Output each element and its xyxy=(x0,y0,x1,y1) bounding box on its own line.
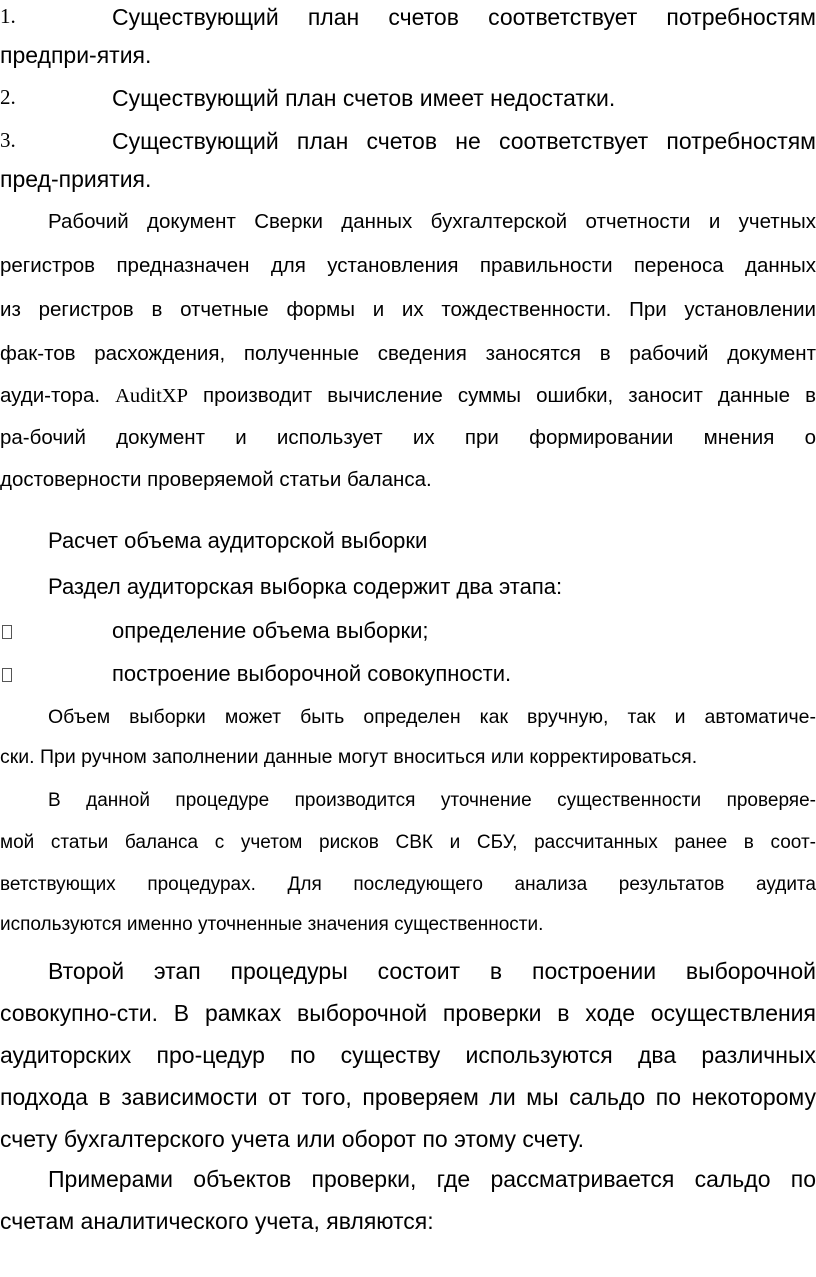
paragraph-line: мой статьи баланса с учетом рисков СВК и СБУ, рассчитанных ранее в соот- xyxy=(0,832,816,853)
paragraph-line: аудиторских про-цедур по существу используются два различных xyxy=(0,1042,816,1068)
paragraph-line: совокупно-сти. В рамках выборочной проверки в ходе осуществления xyxy=(0,1000,816,1026)
paragraph-line: Примерами объектов проверки, где рассматривается сальдо по xyxy=(48,1166,816,1192)
bullet-text: построение выборочной совокупности. xyxy=(112,661,512,686)
list-item-continuation: пред-приятия. xyxy=(0,166,152,192)
section-heading: Расчет объема аудиторской выборки xyxy=(48,528,428,553)
list-item-text: Существующий план счетов имеет недостатки. xyxy=(112,85,616,111)
bullet-box-icon xyxy=(2,668,12,682)
paragraph-line: ра-бочий документ и использует их при формировании мнения о xyxy=(0,426,816,449)
paragraph-line: регистров предназначен для установления правильности переноса данных xyxy=(0,254,816,277)
paragraph-line: ветствующих процедурах. Для последующего анализа результатов аудита xyxy=(0,874,816,895)
bullet-text: определение объема выборки; xyxy=(112,618,429,643)
paragraph-text: производит вычисление суммы ошибки, заносит данные в xyxy=(203,384,816,407)
section-intro: Раздел аудиторская выборка содержит два этапа: xyxy=(48,574,563,599)
paragraph-line: ски. При ручном заполнении данные могут вноситься или корректироваться. xyxy=(0,746,698,768)
paragraph-line: достоверности проверяемой статьи баланса. xyxy=(0,468,432,491)
list-item-text: Существующий план счетов не соответствует потребностям xyxy=(112,128,816,154)
paragraph-line: Объем выборки может быть определен как вручную, так и автоматиче- xyxy=(48,706,816,728)
paragraph-text: ауди-тора. xyxy=(0,384,101,407)
bullet-box-icon xyxy=(2,625,12,639)
paragraph-line: Второй этап процедуры состоит в построении выборочной xyxy=(48,958,816,984)
paragraph-line: В данной процедуре производится уточнение существенности проверяе- xyxy=(48,790,816,811)
list-item-text: Существующий план счетов соответствует потребностям xyxy=(112,4,816,30)
paragraph-line: счетам аналитического учета, являются: xyxy=(0,1208,434,1234)
product-name: AuditXP xyxy=(115,385,188,407)
list-number: 3. xyxy=(0,128,16,152)
paragraph-line: Рабочий документ Сверки данных бухгалтерской отчетности и учетных xyxy=(48,210,816,233)
list-number: 2. xyxy=(0,85,16,109)
paragraph-line xyxy=(0,384,816,408)
list-number: 1. xyxy=(0,4,16,28)
paragraph-line: фак-тов расхождения, полученные сведения заносятся в рабочий документ xyxy=(0,342,816,365)
list-item-continuation: предпри-ятия. xyxy=(0,42,152,68)
paragraph-line: подхода в зависимости от того, проверяем ли мы сальдо по некоторому xyxy=(0,1084,816,1110)
paragraph-line: из регистров в отчетные формы и их тождественности. При установлении xyxy=(0,298,816,321)
paragraph-line: счету бухгалтерского учета или оборот по этому счету. xyxy=(0,1126,584,1152)
paragraph-line: используются именно уточненные значения существенности. xyxy=(0,914,544,935)
